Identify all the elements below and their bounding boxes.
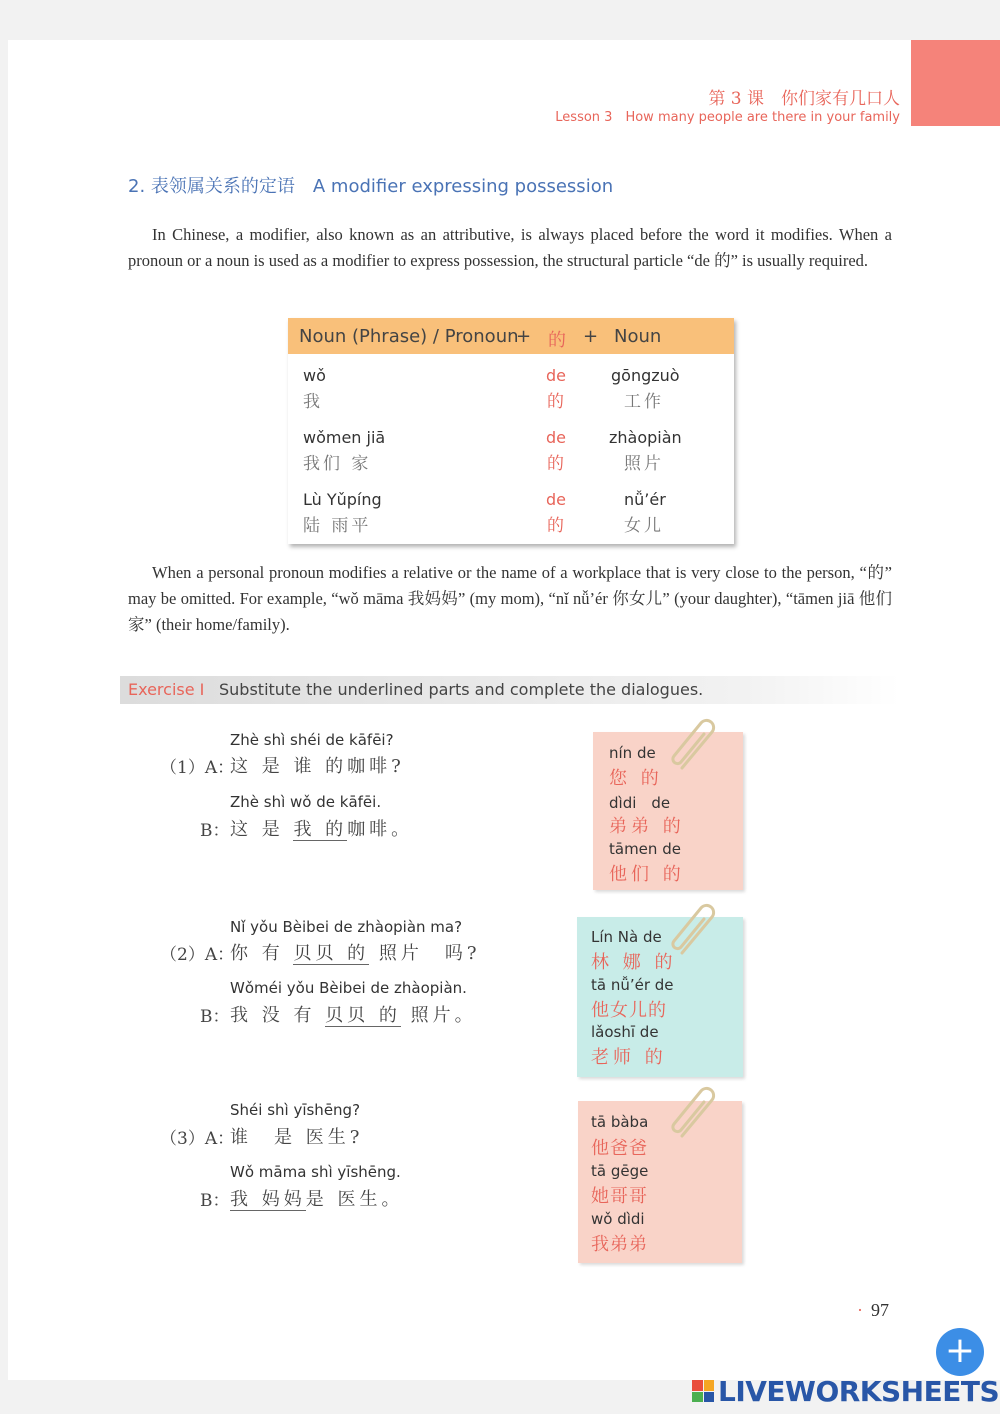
row1-right-chinese: 工作 xyxy=(624,392,664,412)
note2-opt3-pinyin: lǎoshī de xyxy=(591,1023,659,1041)
add-button[interactable] xyxy=(936,1328,984,1376)
exercise-instruction: Substitute the underlined parts and complete the dialogues. xyxy=(219,680,704,699)
row1-left-chinese: 我 xyxy=(303,392,323,412)
d3-b-post: 是 医生。 xyxy=(305,1189,404,1210)
note3-opt2-chinese: 她哥哥 xyxy=(591,1186,648,1207)
row1-de-chinese: 的 xyxy=(547,392,567,412)
note2-opt1-chinese: 林 娜 的 xyxy=(591,952,677,973)
brand-grid-icon xyxy=(692,1380,714,1402)
note1-opt3-chinese: 他们 的 xyxy=(609,864,685,885)
d1-b-pre: 这 是 xyxy=(230,819,294,840)
row3-de-pinyin: de xyxy=(546,490,566,509)
note1-opt2-pinyin: dìdi de xyxy=(609,794,671,812)
row2-right-pinyin: zhàopiàn xyxy=(609,428,682,447)
d2-a-label: （2）A： xyxy=(160,945,235,965)
d2-b-label: B： xyxy=(200,1007,230,1027)
d2-b-blank[interactable]: 贝贝 的 xyxy=(325,1005,401,1026)
header-noun: Noun xyxy=(614,326,662,347)
plus-icon: + xyxy=(944,1330,976,1371)
section-title: 2. 表领属关系的定语 A modifier expressing possession xyxy=(128,176,614,197)
d3-b-pinyin: Wǒ māma shì yīshēng. xyxy=(230,1163,401,1181)
row2-left-chinese: 我们 家 xyxy=(303,454,372,474)
d2-b-pinyin: Wǒméi yǒu Bèibei de zhàopiàn. xyxy=(230,979,467,997)
d1-b-pinyin: Zhè shì wǒ de kāfēi. xyxy=(230,793,382,811)
row2-right-chinese: 照片 xyxy=(624,454,664,474)
note2-opt1-pinyin: Lín Nà de xyxy=(591,928,662,946)
note1-opt2-chinese: 弟弟 的 xyxy=(609,816,685,837)
row2-left-pinyin: wǒmen jiā xyxy=(303,428,386,447)
brand-name: LIVEWORKSHEETS xyxy=(718,1374,1000,1408)
d1-b-chinese xyxy=(230,815,413,841)
d2-a-pinyin: Nǐ yǒu Bèibei de zhàopiàn ma? xyxy=(230,918,463,936)
row3-left-chinese: 陆 雨平 xyxy=(303,516,372,536)
d3-a-chinese: 谁 是 医生? xyxy=(230,1127,364,1148)
d1-b-blank[interactable]: 我 的 xyxy=(293,819,348,840)
d2-b-chinese xyxy=(230,1001,477,1027)
d3-b-chinese xyxy=(230,1185,403,1211)
note3-opt3-chinese: 我弟弟 xyxy=(591,1234,648,1255)
note2-opt3-chinese: 老师 的 xyxy=(591,1047,667,1068)
d1-a-label: （1）A： xyxy=(160,758,235,778)
intro-paragraph: In Chinese, a modifier, also known as an attributive, is always placed before the word it modifies. When a pronoun or a noun is used as a modifier to express possession, the structural particle “de 的” is usually required. xyxy=(128,225,892,270)
note1-opt3-pinyin: tāmen de xyxy=(609,840,681,858)
row3-right-chinese: 女儿 xyxy=(624,516,664,536)
note3-opt1-pinyin: tā bàba xyxy=(591,1113,649,1131)
page-number-bullet: · xyxy=(857,1300,863,1320)
row3-left-pinyin: Lù Yǔpíng xyxy=(303,490,382,509)
row1-left-pinyin: wǒ xyxy=(303,366,326,385)
d1-a-chinese: 这 是 谁 的咖啡? xyxy=(230,756,405,777)
note2-opt2-chinese: 他女儿的 xyxy=(591,1000,667,1021)
note3-opt2-pinyin: tā gēge xyxy=(591,1162,649,1180)
d2-b-pre: 我 没 有 xyxy=(230,1005,326,1026)
d3-a-label: （3）A： xyxy=(160,1129,235,1149)
grammar-table-header xyxy=(288,318,734,354)
lesson-title-en: Lesson 3 How many people are there in your family xyxy=(555,110,900,125)
row3-de-chinese: 的 xyxy=(547,516,567,536)
lesson-title-cn: 第 3 课 你们家有几口人 xyxy=(708,89,900,109)
d3-b-label: B： xyxy=(200,1191,230,1211)
d3-a-pinyin: Shéi shì yīshēng? xyxy=(230,1101,361,1119)
note2-opt2-pinyin: tā nǚ’ér de xyxy=(591,976,674,994)
paperclip-icon xyxy=(668,1086,724,1144)
d1-b-label: B： xyxy=(200,821,230,841)
page-number xyxy=(857,1300,889,1321)
grammar-table xyxy=(288,318,734,544)
row3-right-pinyin: nǚ’ér xyxy=(624,490,666,509)
omission-paragraph: When a personal pronoun modifies a relative or the name of a workplace that is very close to the person, “的” may be omitted. For example, “wǒ māma 我妈妈” (my mom), “nǐ nǚ’ér 你女儿” (your daughter), “tāmen jiā 他们家” (their home/family). xyxy=(128,563,892,634)
note3-opt3-pinyin: wǒ dìdi xyxy=(591,1210,645,1228)
note1-opt1-pinyin: nín de xyxy=(609,744,656,762)
paperclip-icon xyxy=(668,903,724,961)
note1-opt1-chinese: 您 的 xyxy=(609,768,663,789)
d1-b-post: 咖啡。 xyxy=(347,819,414,840)
d2-b-post: 照片。 xyxy=(400,1005,477,1026)
brand-logo[interactable] xyxy=(692,1376,999,1406)
d2-a-post: 照片 吗? xyxy=(369,943,481,964)
exercise-label: Exercise I xyxy=(128,680,205,699)
header-plus-2: + xyxy=(583,326,599,347)
note3-opt1-chinese: 他爸爸 xyxy=(591,1138,648,1159)
page-number-value: 97 xyxy=(871,1300,889,1320)
header-noun-pronoun: Noun (Phrase) / Pronoun xyxy=(299,326,519,347)
d2-a-blank[interactable]: 贝贝 的 xyxy=(293,943,370,964)
row2-de-chinese: 的 xyxy=(547,454,567,474)
row2-de-pinyin: de xyxy=(546,428,566,447)
d1-a-pinyin: Zhè shì shéi de kāfēi? xyxy=(230,731,394,749)
row1-right-pinyin: gōngzuò xyxy=(611,366,680,385)
d3-b-blank[interactable]: 我 妈妈 xyxy=(230,1189,306,1210)
page-corner-tab xyxy=(911,40,1000,126)
header-de: 的 xyxy=(548,330,566,351)
paperclip-icon xyxy=(668,718,724,776)
d2-a-pre: 你 有 xyxy=(230,943,294,964)
header-plus-1: + xyxy=(516,326,532,347)
row1-de-pinyin: de xyxy=(546,366,566,385)
d2-a-chinese xyxy=(230,939,481,965)
